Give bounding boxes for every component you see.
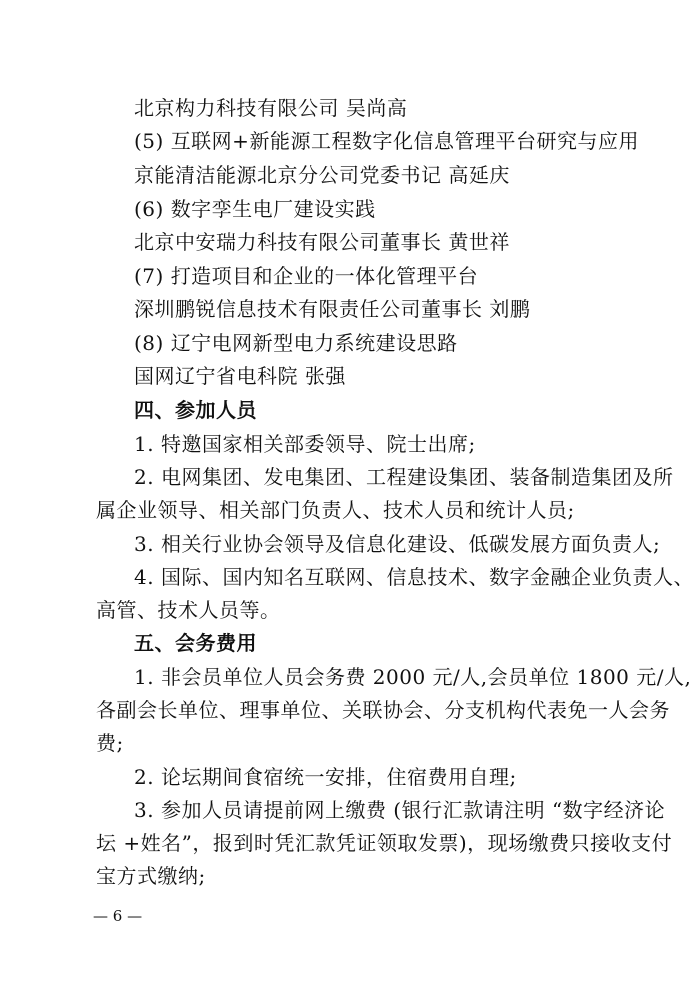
attendee-item-4-line-1: 4. 国际、国内知名互联网、信息技术、数字金融企业负责人、 bbox=[134, 565, 694, 589]
speaker-line-6: 北京中安瑞力科技有限公司董事长 黄世祥 bbox=[134, 230, 510, 254]
topic-line-8: (8) 辽宁电网新型电力系统建设思路 bbox=[134, 331, 458, 355]
topic-line-5: (5) 互联网+新能源工程数字化信息管理平台研究与应用 bbox=[134, 129, 639, 153]
attendee-item-2-line-2: 属企业领导、相关部门负责人、技术人员和统计人员; bbox=[96, 498, 575, 522]
section-heading-fees: 五、会务费用 bbox=[134, 631, 257, 655]
attendee-item-3: 3. 相关行业协会领导及信息化建设、低碳发展方面负责人; bbox=[134, 532, 661, 556]
attendee-item-1: 1. 特邀国家相关部委领导、院士出席; bbox=[134, 432, 476, 456]
fee-item-2: 2. 论坛期间食宿统一安排，住宿费用自理; bbox=[134, 765, 517, 789]
fee-item-3-line-3: 宝方式缴纳; bbox=[96, 864, 206, 888]
topic-line-6: (6) 数字孪生电厂建设实践 bbox=[134, 197, 376, 221]
fee-item-3-line-2: 坛 +姓名”，报到时凭汇款凭证领取发票)，现场缴费只接收支付 bbox=[96, 831, 673, 855]
speaker-line-8: 国网辽宁省电科院 张强 bbox=[134, 364, 346, 388]
speaker-line-7: 深圳鹏锐信息技术有限责任公司董事长 刘鹏 bbox=[134, 297, 531, 321]
attendee-item-2-line-1: 2. 电网集团、发电集团、工程建设集团、装备制造集团及所 bbox=[134, 465, 674, 489]
page-number: — 6 — bbox=[93, 907, 143, 925]
topic-line-7: (7) 打造项目和企业的一体化管理平台 bbox=[134, 264, 479, 288]
fee-item-3-line-1: 3. 参加人员请提前网上缴费 (银行汇款请注明 “数字经济论 bbox=[134, 798, 666, 822]
speaker-line-1: 北京构力科技有限公司 吴尚高 bbox=[134, 96, 408, 120]
section-heading-attendees: 四、参加人员 bbox=[134, 398, 257, 422]
fee-item-1-line-2: 各副会长单位、理事单位、关联协会、分支机构代表免一人会务 bbox=[96, 698, 670, 722]
fee-item-1-line-3: 费; bbox=[96, 731, 124, 755]
attendee-item-4-line-2: 高管、技术人员等。 bbox=[96, 598, 281, 622]
speaker-line-5: 京能清洁能源北京分公司党委书记 高延庆 bbox=[134, 163, 510, 187]
fee-item-1-line-1: 1. 非会员单位人员会务费 2000 元/人,会员单位 1800 元/人, bbox=[134, 665, 692, 689]
